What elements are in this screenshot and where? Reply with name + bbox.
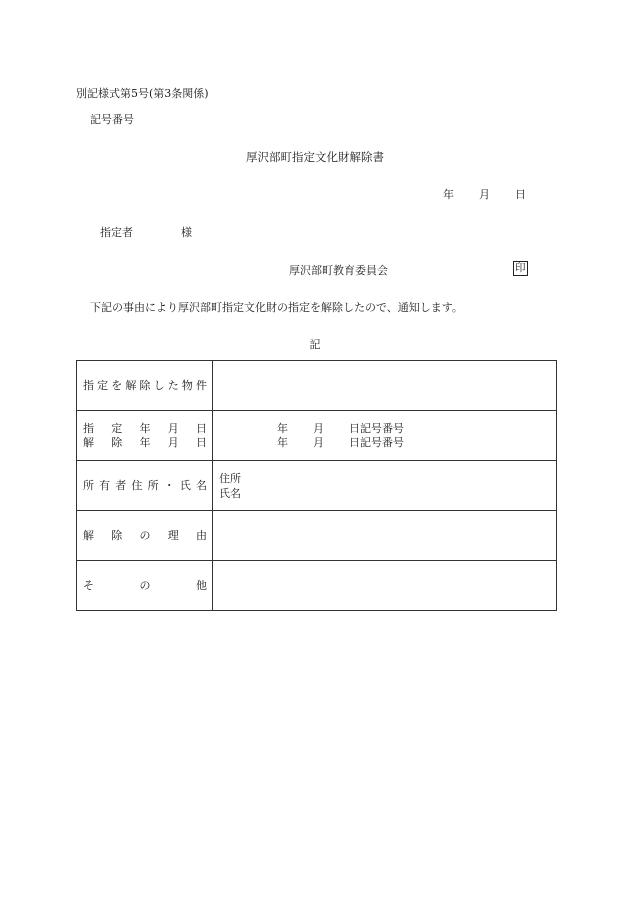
dates-value-cell xyxy=(213,411,557,461)
detail-table xyxy=(76,360,557,611)
ki-heading: 記 xyxy=(309,338,321,351)
reason-value-cell xyxy=(213,511,557,561)
designation-month-label: 月 xyxy=(313,421,324,435)
cancellation-date-label: 解 除 年 月 日 xyxy=(83,435,207,449)
honorific: 様 xyxy=(181,226,192,239)
cancellation-year-label: 年 xyxy=(277,435,288,449)
other-value-cell xyxy=(213,561,557,611)
property-value-cell xyxy=(213,361,557,411)
day-label: 日 xyxy=(515,188,526,201)
table-row-other xyxy=(77,561,557,611)
designation-day-number-label: 日記号番号 xyxy=(349,421,404,435)
designation-year-label: 年 xyxy=(277,421,288,435)
table-row-dates xyxy=(77,411,557,461)
issuer-name: 厚沢部町教育委員会 xyxy=(289,264,388,277)
addressee-label: 指定者 xyxy=(100,226,133,239)
designation-date-label: 指 定 年 月 日 xyxy=(83,421,207,435)
other-label: そ の 他 xyxy=(83,578,207,592)
notice-body: 下記の事由により厚沢部町指定文化財の指定を解除したので、通知します。 xyxy=(90,301,463,314)
reason-label: 解 除 の 理 由 xyxy=(83,528,207,542)
property-label-cell xyxy=(77,361,213,411)
document-number-label: 記号番号 xyxy=(90,113,134,126)
seal-mark: 印 xyxy=(515,262,526,274)
owner-address-label: 住所 xyxy=(219,471,241,485)
owner-label: 所 有 者 住 所 ・ 氏 名 xyxy=(83,478,207,492)
owner-name-label: 氏名 xyxy=(219,486,241,500)
reason-label-cell xyxy=(77,511,213,561)
property-label: 指 定 を 解 除 し た 物 件 xyxy=(83,378,207,392)
designation-date-line xyxy=(213,422,556,436)
addressee-line xyxy=(100,224,192,240)
other-label-cell xyxy=(77,561,213,611)
table-row-owner xyxy=(77,461,557,511)
form-number-label: 別記様式第5号(第3条関係) xyxy=(76,87,209,100)
dates-label-cell xyxy=(77,411,213,461)
document-title: 厚沢部町指定文化財解除書 xyxy=(246,150,384,164)
cancellation-month-label: 月 xyxy=(313,435,324,449)
month-label: 月 xyxy=(479,188,490,201)
table-row-property xyxy=(77,361,557,411)
table-row-reason xyxy=(77,511,557,561)
owner-label-cell xyxy=(77,461,213,511)
issue-date xyxy=(443,186,526,202)
year-label: 年 xyxy=(443,188,454,201)
cancellation-day-number-label: 日記号番号 xyxy=(349,435,404,449)
cancellation-date-line xyxy=(213,436,556,450)
owner-value-cell xyxy=(213,461,557,511)
